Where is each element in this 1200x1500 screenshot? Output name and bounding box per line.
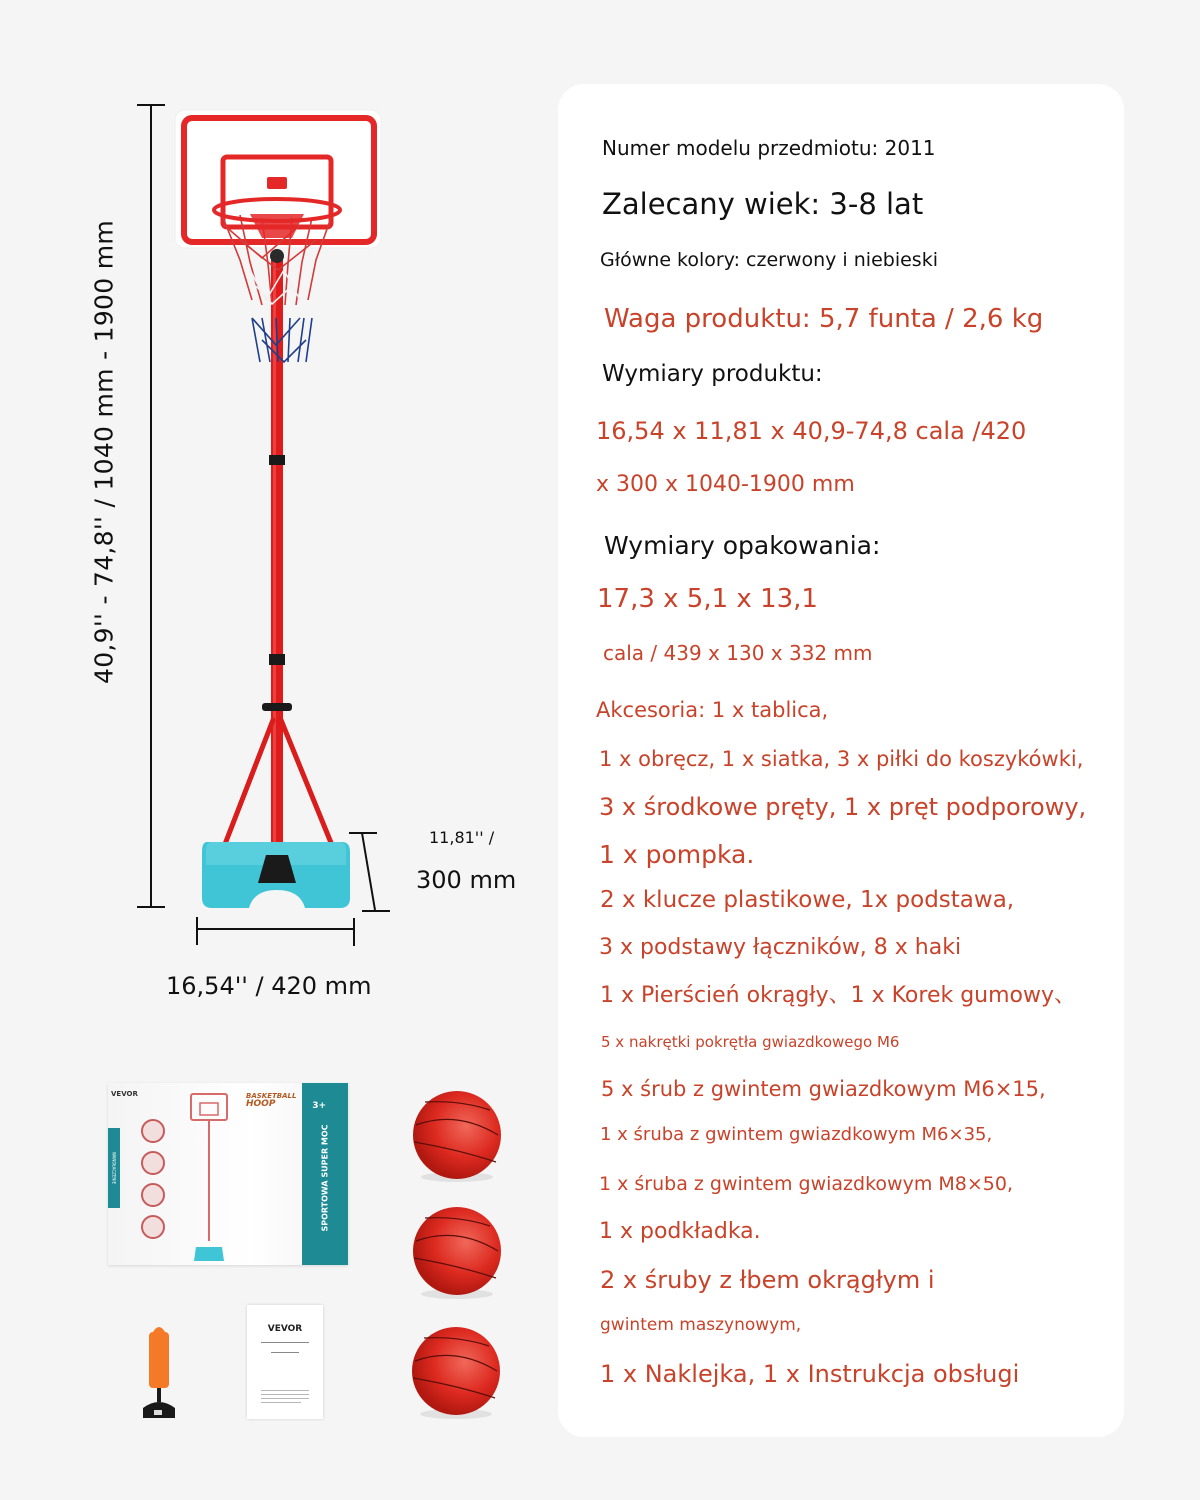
water-base <box>202 842 350 908</box>
accessory-line: 1 x pompka. <box>599 840 755 869</box>
accessory-line: 2 x śruby z łbem okrągłym i <box>600 1266 935 1294</box>
accessory-line: 1 x śruba z gwintem gwiazdkowym M6×35, <box>600 1124 993 1145</box>
package-feature-icon <box>141 1151 165 1175</box>
package-side-title: SPORTOWA SUPER MOC <box>320 1124 330 1232</box>
accessory-line: 3 x środkowe pręty, 1 x pręt podporowy, <box>599 793 1087 821</box>
recommended-age: Zalecany wiek: 3-8 lat <box>602 187 924 221</box>
instruction-manual-image <box>247 1305 323 1419</box>
accessory-line: 1 x Naklejka, 1 x Instrukcja obsługi <box>600 1360 1020 1388</box>
accessory-line: 3 x podstawy łączników, 8 x haki <box>599 935 962 960</box>
accessory-line: 1 x podkładka. <box>599 1219 761 1244</box>
main-colors: Główne kolory: czerwony i niebieski <box>600 249 938 271</box>
height-dimension-label: 40,9'' - 74,8'' / 1040 mm - 1900 mm <box>89 219 119 685</box>
product-dimensions-line: x 300 x 1040-1900 mm <box>596 472 855 497</box>
accessory-line: gwintem maszynowym, <box>600 1315 802 1335</box>
package-feature-icon <box>141 1215 165 1239</box>
package-brand: VEVOR <box>111 1090 138 1098</box>
manual-brand: VEVOR <box>267 1324 303 1334</box>
package-feature-icon <box>141 1183 165 1207</box>
package-logo: BASKETBALL HOOP <box>246 1092 297 1109</box>
basketball-icon <box>413 1207 501 1299</box>
package-feature-icon <box>141 1119 165 1143</box>
package-left-tab <box>108 1128 120 1208</box>
accessory-line: 5 x śrub z gwintem gwiazdkowym M6×15, <box>601 1077 1046 1101</box>
width-dimension-line <box>197 917 354 946</box>
package-dimensions-heading: Wymiary opakowania: <box>604 531 881 560</box>
accessory-line: 2 x klucze plastikowe, 1x podstawa, <box>600 887 1015 913</box>
height-dimension-line <box>137 105 165 907</box>
depth-dimension-label-inches: 11,81'' / <box>429 828 495 847</box>
package-dimensions-line: cala / 439 x 130 x 332 mm <box>603 641 873 665</box>
pump-icon <box>138 1322 182 1422</box>
accessory-line: 1 x Pierścień okrągły、1 x Korek gumowy、 <box>600 983 1077 1008</box>
hoop-drawing <box>0 0 560 1060</box>
basketball-icon <box>412 1327 500 1419</box>
product-dimensions-heading: Wymiary produktu: <box>602 361 823 387</box>
package-box-image <box>108 1083 348 1265</box>
basketballs <box>400 1080 520 1430</box>
package-left-tab-text: WANDŁACZENIE <box>111 1151 117 1185</box>
accessory-line: 1 x obręcz, 1 x siatka, 3 x piłki do koszykówki, <box>599 747 1084 771</box>
age-badge: 3+ <box>312 1101 326 1111</box>
spec-card <box>558 84 1124 1437</box>
accessory-line: Akcesoria: 1 x tablica, <box>596 698 829 722</box>
product-illustration <box>0 0 560 1500</box>
accessory-line: 5 x nakrętki pokrętła gwiazdkowego M6 <box>601 1033 900 1051</box>
depth-dimension-line <box>349 833 390 911</box>
basketball-icon <box>413 1091 501 1182</box>
package-dimensions-line: 17,3 x 5,1 x 13,1 <box>597 584 818 614</box>
product-weight: Waga produktu: 5,7 funta / 2,6 kg <box>604 304 1044 334</box>
accessory-line: 1 x śruba z gwintem gwiazdkowym M8×50, <box>599 1173 1013 1195</box>
product-dimensions-line: 16,54 x 11,81 x 40,9-74,8 cala /420 <box>596 417 1027 445</box>
model-number: Numer modelu przedmiotu: 2011 <box>602 136 936 160</box>
package-side-panel <box>302 1083 348 1265</box>
width-dimension-label: 16,54'' / 420 mm <box>166 972 372 1000</box>
package-hoop-icon <box>178 1091 248 1263</box>
depth-dimension-label-mm: 300 mm <box>416 866 517 894</box>
